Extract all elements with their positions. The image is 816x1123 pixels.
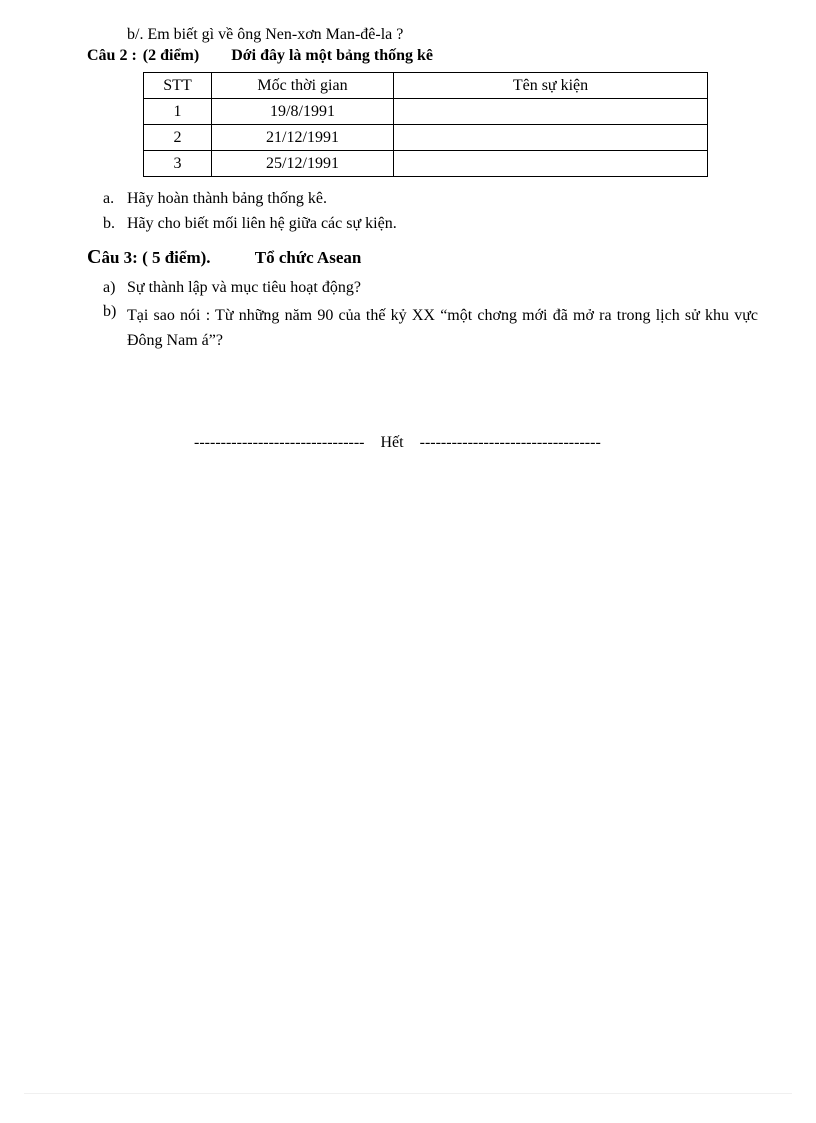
question-2-title: Dới đây là một bảng thống kê (231, 47, 433, 64)
list-item-text: Sự thành lập và mục tiêu hoạt động? (127, 279, 361, 296)
header-event: Tên sự kiện (394, 73, 708, 99)
question-2-item-b (103, 215, 397, 233)
question-2-item-a (103, 190, 327, 208)
table-row (144, 99, 708, 125)
cell-time: 25/12/1991 (212, 151, 394, 177)
question-2-heading (87, 47, 433, 65)
header-stt: STT (144, 73, 212, 99)
question-2-points: (2 điểm) (142, 47, 200, 64)
list-marker: b. (103, 215, 115, 232)
cell-time: 21/12/1991 (212, 125, 394, 151)
list-item-text: Hãy hoàn thành bảng thống kê. (127, 190, 327, 207)
table-header-row (144, 73, 708, 99)
question-3-initial: C (87, 246, 102, 268)
table-row (144, 125, 708, 151)
table-row (144, 151, 708, 177)
cell-stt: 1 (144, 99, 212, 125)
question-2-label: Câu 2 : (87, 47, 137, 64)
cell-event (394, 125, 708, 151)
end-dashes-right: ---------------------------------- (419, 434, 601, 451)
question-3-item-b (103, 303, 758, 353)
end-dashes-left: -------------------------------- (194, 434, 365, 451)
list-item-text: Tại sao nói : Từ những năm 90 của thế kỷ XX “một chơng mới đã mở ra trong lịch sử khu vực Đông Nam á”? (127, 307, 758, 349)
end-marker (194, 434, 601, 452)
cell-time: 19/8/1991 (212, 99, 394, 125)
question-3-item-a (103, 279, 361, 297)
question-3-title: Tổ chức Asean (254, 248, 362, 267)
question-3-heading (87, 246, 361, 269)
header-time: Mốc thời gian (212, 73, 394, 99)
cell-event (394, 151, 708, 177)
list-marker: b) (103, 303, 117, 320)
question-3-label: âu 3: ( 5 điểm). (101, 248, 211, 267)
cell-stt: 3 (144, 151, 212, 177)
cell-event (394, 99, 708, 125)
cell-stt: 2 (144, 125, 212, 151)
list-item-text: Hãy cho biết mối liên hệ giữa các sự kiện. (127, 215, 397, 232)
page-bottom-divider (24, 1093, 792, 1094)
question-1b: b/. Em biết gì về ông Nen-xơn Man-đê-la ? (127, 26, 404, 43)
list-marker: a. (103, 190, 115, 207)
statistics-table (143, 72, 708, 177)
list-marker: a) (103, 279, 116, 296)
end-word: Hết (380, 434, 404, 451)
